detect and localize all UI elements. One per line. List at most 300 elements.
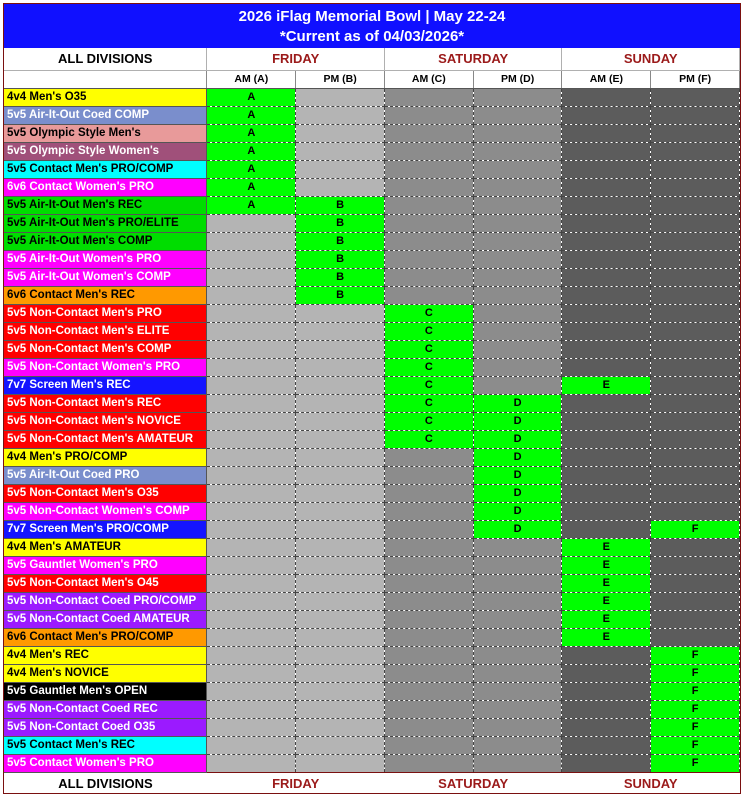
division-name: 4v4 Men's REC xyxy=(4,646,207,664)
slot-header-pm-b: PM (B) xyxy=(296,70,385,88)
table-row xyxy=(4,574,740,592)
division-name: 5v5 Air-It-Out Coed COMP xyxy=(4,106,207,124)
division-name: 5v5 Non-Contact Coed PRO/COMP xyxy=(4,592,207,610)
title-bar xyxy=(4,4,740,48)
division-name: 5v5 Air-It-Out Women's COMP xyxy=(4,268,207,286)
slot-cell xyxy=(562,718,651,736)
slot-cell xyxy=(384,610,473,628)
table-row xyxy=(4,700,740,718)
slot-cell xyxy=(473,286,562,304)
slot-cell xyxy=(651,376,740,394)
slot-cell xyxy=(651,358,740,376)
division-name: 6v6 Contact Men's PRO/COMP xyxy=(4,628,207,646)
slot-cell xyxy=(207,232,296,250)
slot-cell: A xyxy=(207,142,296,160)
slot-cell xyxy=(384,286,473,304)
slot-cell xyxy=(562,520,651,538)
slot-cell xyxy=(207,574,296,592)
slot-cell xyxy=(207,358,296,376)
slot-cell xyxy=(207,646,296,664)
slot-cell xyxy=(207,610,296,628)
slot-cell xyxy=(651,142,740,160)
slot-cell xyxy=(651,628,740,646)
division-name: 5v5 Non-Contact Men's O35 xyxy=(4,484,207,502)
slot-cell xyxy=(384,592,473,610)
slot-cell xyxy=(651,88,740,106)
slot-cell xyxy=(296,376,385,394)
slot-cell xyxy=(651,196,740,214)
division-name: 4v4 Men's NOVICE xyxy=(4,664,207,682)
slot-cell xyxy=(384,142,473,160)
division-name: 5v5 Non-Contact Women's PRO xyxy=(4,358,207,376)
slot-cell xyxy=(384,124,473,142)
slot-cell xyxy=(562,466,651,484)
slot-cell xyxy=(207,682,296,700)
division-name: 5v5 Non-Contact Men's NOVICE xyxy=(4,412,207,430)
slot-cell xyxy=(651,394,740,412)
slot-cell xyxy=(562,178,651,196)
slot-cell xyxy=(207,214,296,232)
slot-cell xyxy=(651,214,740,232)
slot-cell: E xyxy=(562,538,651,556)
division-name: 5v5 Contact Women's PRO xyxy=(4,754,207,772)
table-row xyxy=(4,358,740,376)
slot-cell: E xyxy=(562,592,651,610)
slot-cell xyxy=(473,106,562,124)
slot-cell xyxy=(384,502,473,520)
table-row xyxy=(4,466,740,484)
slot-cell: C xyxy=(384,376,473,394)
table-row xyxy=(4,142,740,160)
slot-cell xyxy=(473,268,562,286)
slot-cell: C xyxy=(384,322,473,340)
slot-cell: F xyxy=(651,718,740,736)
slot-cell xyxy=(207,502,296,520)
slot-cell xyxy=(384,700,473,718)
slot-cell xyxy=(384,178,473,196)
slot-cell xyxy=(207,322,296,340)
friday-header: FRIDAY xyxy=(207,48,385,70)
slot-cell xyxy=(651,538,740,556)
slot-cell xyxy=(473,736,562,754)
slot-cell: E xyxy=(562,628,651,646)
division-name: 5v5 Non-Contact Men's ELITE xyxy=(4,322,207,340)
slot-cell xyxy=(207,448,296,466)
slot-cell: C xyxy=(384,412,473,430)
slot-cell xyxy=(651,430,740,448)
footer-row xyxy=(4,772,740,795)
slot-cell: B xyxy=(296,286,385,304)
slot-cell xyxy=(384,538,473,556)
slot-cell xyxy=(296,106,385,124)
division-name: 6v6 Contact Men's REC xyxy=(4,286,207,304)
slot-cell xyxy=(473,718,562,736)
slot-cell xyxy=(384,268,473,286)
slot-cell xyxy=(296,412,385,430)
slot-cell xyxy=(207,340,296,358)
slot-cell xyxy=(473,610,562,628)
slot-cell xyxy=(562,394,651,412)
table-row xyxy=(4,286,740,304)
slot-cell xyxy=(651,556,740,574)
table-row xyxy=(4,394,740,412)
slot-cell xyxy=(384,664,473,682)
slot-cell xyxy=(562,232,651,250)
slot-cell: D xyxy=(473,394,562,412)
slot-cell xyxy=(296,322,385,340)
table-row xyxy=(4,412,740,430)
slot-cell xyxy=(296,430,385,448)
slot-cell: E xyxy=(562,610,651,628)
day-header-row xyxy=(4,48,740,70)
slot-cell xyxy=(651,592,740,610)
slot-cell xyxy=(296,502,385,520)
division-name: 5v5 Air-It-Out Men's COMP xyxy=(4,232,207,250)
slot-cell xyxy=(207,538,296,556)
slot-cell xyxy=(207,718,296,736)
slot-cell xyxy=(296,358,385,376)
division-name: 5v5 Non-Contact Women's COMP xyxy=(4,502,207,520)
slot-cell: D xyxy=(473,412,562,430)
slot-cell xyxy=(296,754,385,772)
slot-cell xyxy=(207,628,296,646)
slot-cell xyxy=(651,412,740,430)
division-name: 4v4 Men's AMATEUR xyxy=(4,538,207,556)
division-name: 5v5 Non-Contact Men's COMP xyxy=(4,340,207,358)
table-row xyxy=(4,232,740,250)
table-row xyxy=(4,214,740,232)
slot-cell xyxy=(562,142,651,160)
division-name: 5v5 Air-It-Out Men's PRO/ELITE xyxy=(4,214,207,232)
slot-cell xyxy=(207,250,296,268)
slot-cell: D xyxy=(473,484,562,502)
slot-cell xyxy=(562,160,651,178)
slot-cell xyxy=(207,520,296,538)
division-name: 5v5 Gauntlet Women's PRO xyxy=(4,556,207,574)
slot-cell xyxy=(562,700,651,718)
slot-cell xyxy=(384,682,473,700)
slot-header-am-e: AM (E) xyxy=(562,70,651,88)
table-row xyxy=(4,322,740,340)
table-row xyxy=(4,340,740,358)
slot-cell: A xyxy=(207,196,296,214)
slot-cell xyxy=(473,358,562,376)
table-row xyxy=(4,376,740,394)
slot-cell xyxy=(562,754,651,772)
slot-cell xyxy=(562,736,651,754)
table-row xyxy=(4,754,740,772)
slot-cell xyxy=(296,646,385,664)
slot-cell xyxy=(296,520,385,538)
slot-cell xyxy=(651,178,740,196)
slot-cell xyxy=(296,736,385,754)
slot-cell: A xyxy=(207,88,296,106)
slot-cell xyxy=(296,592,385,610)
sheet-title: 2026 iFlag Memorial Bowl | May 22-24 xyxy=(238,8,506,25)
slot-cell xyxy=(562,682,651,700)
slot-cell xyxy=(473,88,562,106)
friday-footer: FRIDAY xyxy=(207,772,385,795)
slot-cell xyxy=(207,592,296,610)
division-name: 5v5 Non-Contact Men's O45 xyxy=(4,574,207,592)
slot-cell xyxy=(296,448,385,466)
slot-cell xyxy=(296,142,385,160)
slot-cell: F xyxy=(651,682,740,700)
slot-cell xyxy=(296,124,385,142)
slot-cell xyxy=(473,232,562,250)
division-name: 5v5 Olympic Style Men's xyxy=(4,124,207,142)
table-row xyxy=(4,448,740,466)
slot-cell xyxy=(296,718,385,736)
slot-cell xyxy=(473,304,562,322)
slot-cell: E xyxy=(562,574,651,592)
slot-cell xyxy=(384,232,473,250)
all-divisions-header: ALL DIVISIONS xyxy=(4,48,207,70)
slot-cell xyxy=(473,196,562,214)
slot-cell xyxy=(562,196,651,214)
slot-cell: D xyxy=(473,430,562,448)
slot-cell xyxy=(296,178,385,196)
slot-cell xyxy=(384,628,473,646)
slot-cell xyxy=(384,106,473,124)
table-row xyxy=(4,538,740,556)
slot-cell xyxy=(562,664,651,682)
table-row xyxy=(4,178,740,196)
table-row xyxy=(4,268,740,286)
slot-cell xyxy=(651,340,740,358)
slot-cell: B xyxy=(296,214,385,232)
slot-cell xyxy=(207,376,296,394)
table-row xyxy=(4,736,740,754)
table-row xyxy=(4,502,740,520)
table-row xyxy=(4,160,740,178)
table-row xyxy=(4,628,740,646)
division-name: 4v4 Men's PRO/COMP xyxy=(4,448,207,466)
slot-cell: B xyxy=(296,196,385,214)
table-row xyxy=(4,556,740,574)
blank-corner-cell xyxy=(4,70,207,88)
slot-cell: C xyxy=(384,304,473,322)
slot-cell xyxy=(296,466,385,484)
slot-cell: F xyxy=(651,646,740,664)
slot-cell xyxy=(384,718,473,736)
slot-cell xyxy=(384,88,473,106)
slot-cell xyxy=(651,160,740,178)
slot-cell: A xyxy=(207,178,296,196)
slot-cell xyxy=(651,124,740,142)
slot-cell xyxy=(473,124,562,142)
sunday-header: SUNDAY xyxy=(562,48,740,70)
slot-cell xyxy=(207,268,296,286)
slot-cell xyxy=(296,88,385,106)
table-row xyxy=(4,718,740,736)
slot-cell xyxy=(296,664,385,682)
table-row xyxy=(4,88,740,106)
slot-cell: A xyxy=(207,160,296,178)
slot-cell: B xyxy=(296,232,385,250)
slot-cell: F xyxy=(651,520,740,538)
slot-cell xyxy=(296,628,385,646)
slot-cell xyxy=(384,646,473,664)
slot-cell xyxy=(384,556,473,574)
table-row xyxy=(4,664,740,682)
schedule-grid xyxy=(4,48,740,795)
slot-cell xyxy=(562,502,651,520)
saturday-footer: SATURDAY xyxy=(384,772,562,795)
slot-cell xyxy=(562,304,651,322)
slot-cell xyxy=(562,322,651,340)
slot-cell xyxy=(562,412,651,430)
table-row xyxy=(4,250,740,268)
table-row xyxy=(4,520,740,538)
slot-cell xyxy=(207,700,296,718)
slot-cell: F xyxy=(651,700,740,718)
slot-cell xyxy=(296,160,385,178)
table-row xyxy=(4,646,740,664)
slot-cell xyxy=(384,484,473,502)
slot-cell xyxy=(562,286,651,304)
slot-cell xyxy=(651,502,740,520)
slot-cell xyxy=(562,250,651,268)
slot-cell xyxy=(384,214,473,232)
slot-cell xyxy=(651,574,740,592)
slot-cell xyxy=(473,538,562,556)
slot-cell xyxy=(473,754,562,772)
slot-cell xyxy=(207,556,296,574)
slot-cell xyxy=(473,556,562,574)
division-name: 5v5 Contact Men's REC xyxy=(4,736,207,754)
table-row xyxy=(4,124,740,142)
slot-cell xyxy=(296,610,385,628)
slot-cell xyxy=(473,574,562,592)
slot-cell xyxy=(562,340,651,358)
saturday-header: SATURDAY xyxy=(384,48,562,70)
slot-header-pm-d: PM (D) xyxy=(473,70,562,88)
table-row xyxy=(4,592,740,610)
slot-header-am-c: AM (C) xyxy=(384,70,473,88)
slot-cell xyxy=(473,592,562,610)
slot-cell xyxy=(651,268,740,286)
slot-cell: C xyxy=(384,358,473,376)
slot-cell xyxy=(384,754,473,772)
division-name: 5v5 Gauntlet Men's OPEN xyxy=(4,682,207,700)
slot-cell xyxy=(207,394,296,412)
division-name: 5v5 Air-It-Out Women's PRO xyxy=(4,250,207,268)
slot-cell xyxy=(651,106,740,124)
slot-cell: D xyxy=(473,466,562,484)
slot-cell xyxy=(562,124,651,142)
table-row xyxy=(4,484,740,502)
slot-cell xyxy=(296,304,385,322)
division-name: 5v5 Non-Contact Coed O35 xyxy=(4,718,207,736)
slot-cell xyxy=(384,574,473,592)
table-row xyxy=(4,430,740,448)
slot-cell: E xyxy=(562,376,651,394)
slot-cell xyxy=(473,322,562,340)
schedule-sheet xyxy=(3,3,741,794)
slot-cell xyxy=(207,466,296,484)
slot-cell xyxy=(473,646,562,664)
slot-header-pm-f: PM (F) xyxy=(651,70,740,88)
table-row xyxy=(4,610,740,628)
sheet-subtitle: *Current as of 04/03/2026* xyxy=(279,28,465,45)
slot-cell xyxy=(296,394,385,412)
table-row xyxy=(4,682,740,700)
slot-cell xyxy=(207,304,296,322)
slot-header-row xyxy=(4,70,740,88)
slot-cell xyxy=(651,466,740,484)
table-row xyxy=(4,304,740,322)
slot-cell xyxy=(473,340,562,358)
slot-cell xyxy=(207,754,296,772)
slot-cell: E xyxy=(562,556,651,574)
slot-cell xyxy=(384,448,473,466)
slot-cell xyxy=(473,142,562,160)
sunday-footer: SUNDAY xyxy=(562,772,740,795)
slot-cell: C xyxy=(384,394,473,412)
slot-cell xyxy=(651,448,740,466)
slot-cell xyxy=(296,484,385,502)
slot-cell xyxy=(384,466,473,484)
slot-cell xyxy=(473,628,562,646)
slot-cell xyxy=(473,178,562,196)
slot-cell xyxy=(562,448,651,466)
division-name: 5v5 Non-Contact Men's REC xyxy=(4,394,207,412)
slot-cell: B xyxy=(296,250,385,268)
division-rows xyxy=(4,88,740,772)
table-row xyxy=(4,196,740,214)
slot-cell xyxy=(384,520,473,538)
slot-cell xyxy=(207,430,296,448)
slot-cell xyxy=(384,196,473,214)
slot-header-am-a: AM (A) xyxy=(207,70,296,88)
slot-cell xyxy=(562,214,651,232)
slot-cell xyxy=(296,700,385,718)
slot-cell xyxy=(651,304,740,322)
slot-cell xyxy=(207,484,296,502)
slot-cell xyxy=(384,736,473,754)
slot-cell xyxy=(473,700,562,718)
slot-cell xyxy=(562,268,651,286)
slot-cell xyxy=(296,682,385,700)
division-name: 5v5 Olympic Style Women's xyxy=(4,142,207,160)
division-name: 5v5 Non-Contact Men's AMATEUR xyxy=(4,430,207,448)
division-name: 5v5 Non-Contact Men's PRO xyxy=(4,304,207,322)
slot-cell xyxy=(473,160,562,178)
division-name: 5v5 Non-Contact Coed REC xyxy=(4,700,207,718)
slot-cell xyxy=(296,556,385,574)
slot-cell xyxy=(473,664,562,682)
slot-cell xyxy=(384,250,473,268)
division-name: 7v7 Screen Men's PRO/COMP xyxy=(4,520,207,538)
slot-cell xyxy=(562,430,651,448)
slot-cell xyxy=(296,574,385,592)
slot-cell: D xyxy=(473,448,562,466)
slot-cell xyxy=(562,106,651,124)
slot-cell xyxy=(651,322,740,340)
all-divisions-footer: ALL DIVISIONS xyxy=(4,772,207,795)
slot-cell: F xyxy=(651,664,740,682)
slot-cell xyxy=(384,160,473,178)
slot-cell: A xyxy=(207,106,296,124)
slot-cell: C xyxy=(384,430,473,448)
slot-cell xyxy=(562,484,651,502)
slot-cell: D xyxy=(473,520,562,538)
slot-cell xyxy=(651,250,740,268)
slot-cell xyxy=(296,340,385,358)
slot-cell: F xyxy=(651,736,740,754)
slot-cell xyxy=(651,286,740,304)
